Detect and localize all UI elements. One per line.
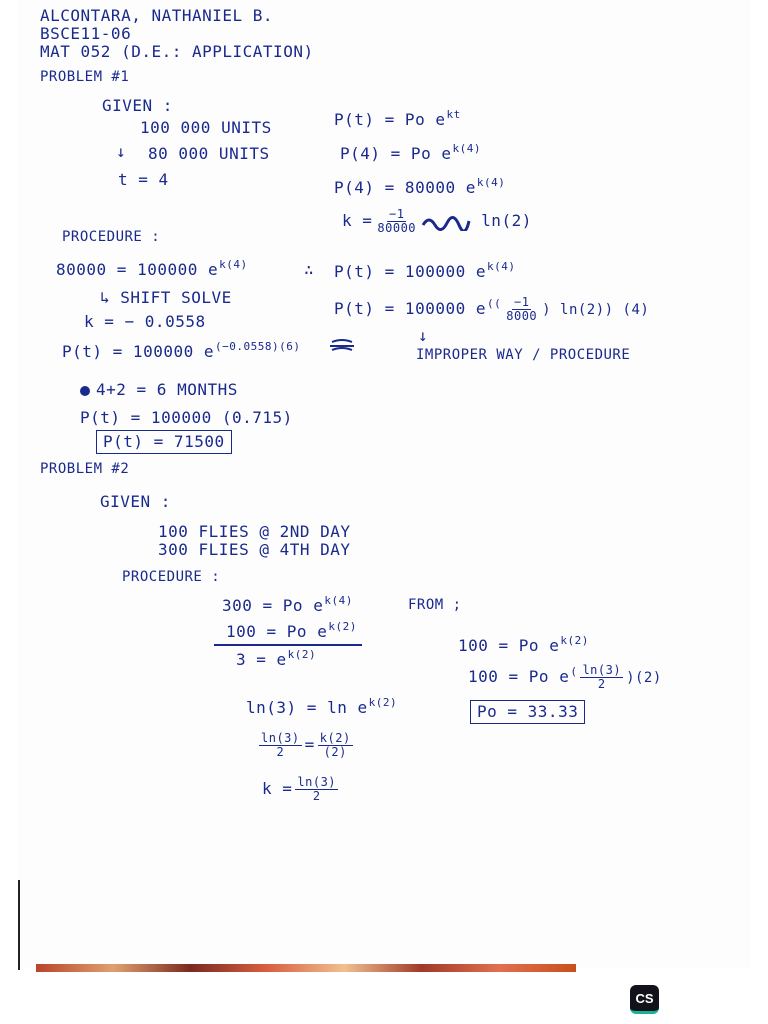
p1-eq-sub80000: P(4) = 80000 $e^{k(4)}$: [334, 176, 506, 197]
p2-procedure-label: PROCEDURE :: [122, 569, 221, 585]
p1-eq-k: k = $\frac{-1}{80000}$ ln(2): [342, 207, 532, 236]
p1-final-answer: P(t) = 71500: [96, 430, 232, 454]
p2-step-ln: $\ln(3) = \ln e^{k(2)}$: [246, 696, 398, 717]
p2-from-sub: 100 = Po e( $\frac{\ln(3)}{2}$ )(2): [468, 663, 662, 692]
p2-step-k: k = $\frac{\ln(3)}{2}$: [262, 775, 337, 804]
p1-given-time: t = 4: [118, 170, 169, 189]
p2-from-eq: 100 = Po $e^{k(2)}$: [458, 634, 589, 655]
division-line: [214, 644, 362, 646]
p1-proc-pt: P(t) = 100000 $e^{(-0.0558)(6)}$: [62, 340, 301, 361]
bullet-dot: [80, 386, 90, 396]
camscanner-logo: CS: [630, 985, 659, 1014]
p1-proc-k-value: k = − 0.0558: [84, 312, 206, 331]
p1-eq-general: P(t) = Po $e^{kt}$: [334, 108, 461, 129]
p2-step-300: 300 = Po $e^{k(4)}$: [222, 594, 353, 615]
p2-given-label: GIVEN :: [100, 492, 171, 511]
p1-eq-sub4: P(4) = Po $e^{k(4)}$: [340, 142, 481, 163]
course-title: MAT 052 (D.E.: APPLICATION): [40, 42, 314, 61]
p1-given-final: 80 000 UNITS: [148, 144, 270, 163]
p1-therefore: ∴: [304, 260, 315, 279]
page-edge: [18, 880, 20, 970]
crossed-out-mark: [328, 338, 356, 352]
p2-given-day2: 100 FLIES @ 2ND DAY: [158, 522, 351, 541]
p2-step-100: 100 = Po $e^{k(2)}$: [226, 620, 357, 641]
p1-months: 4+2 = 6 MONTHS: [80, 382, 238, 398]
p1-procedure-label: PROCEDURE :: [62, 229, 161, 245]
p1-result-arrow: ↓: [418, 326, 429, 345]
problem-1-title: PROBLEM #1: [40, 69, 130, 85]
p2-step-divide: $\frac{\ln(3)}{2}$ = $\frac{k(2)}{(2)}$: [261, 731, 351, 760]
student-name: ALCONTARA, NATHANIEL B.: [40, 6, 274, 25]
problem-2-title: PROBLEM #2: [40, 461, 130, 477]
p1-result-1: P(t) = 100000 $e^{k(4)}$: [334, 260, 516, 281]
p1-proc-equation: 80000 = 100000 $e^{k(4)}$: [56, 258, 248, 279]
student-section: BSCE11-06: [40, 24, 132, 43]
p2-from-label: FROM ;: [408, 597, 462, 613]
p2-given-day4: 300 FLIES @ 4TH DAY: [158, 540, 351, 559]
p1-given-initial: 100 000 UNITS: [140, 118, 272, 137]
p1-improper-note: IMPROPER WAY / PROCEDURE: [416, 347, 631, 363]
p1-given-label: GIVEN :: [102, 96, 173, 115]
scribble-mark: [421, 213, 471, 231]
p1-calc: P(t) = 100000 (0.715): [80, 408, 293, 427]
torn-paper-strip: [36, 964, 576, 972]
p2-step-ratio: $3 = e^{k(2)}$: [236, 648, 317, 669]
p2-final-answer: Po = 33.33: [470, 700, 585, 724]
p1-result-2: P(t) = 100000 e(( $\frac{-1}{8000}$ ) ln(2)) (4): [334, 295, 650, 324]
p1-proc-shift-solve: ↳ SHIFT SOLVE: [100, 288, 232, 307]
p1-decrease-arrow: ↓: [116, 142, 127, 161]
